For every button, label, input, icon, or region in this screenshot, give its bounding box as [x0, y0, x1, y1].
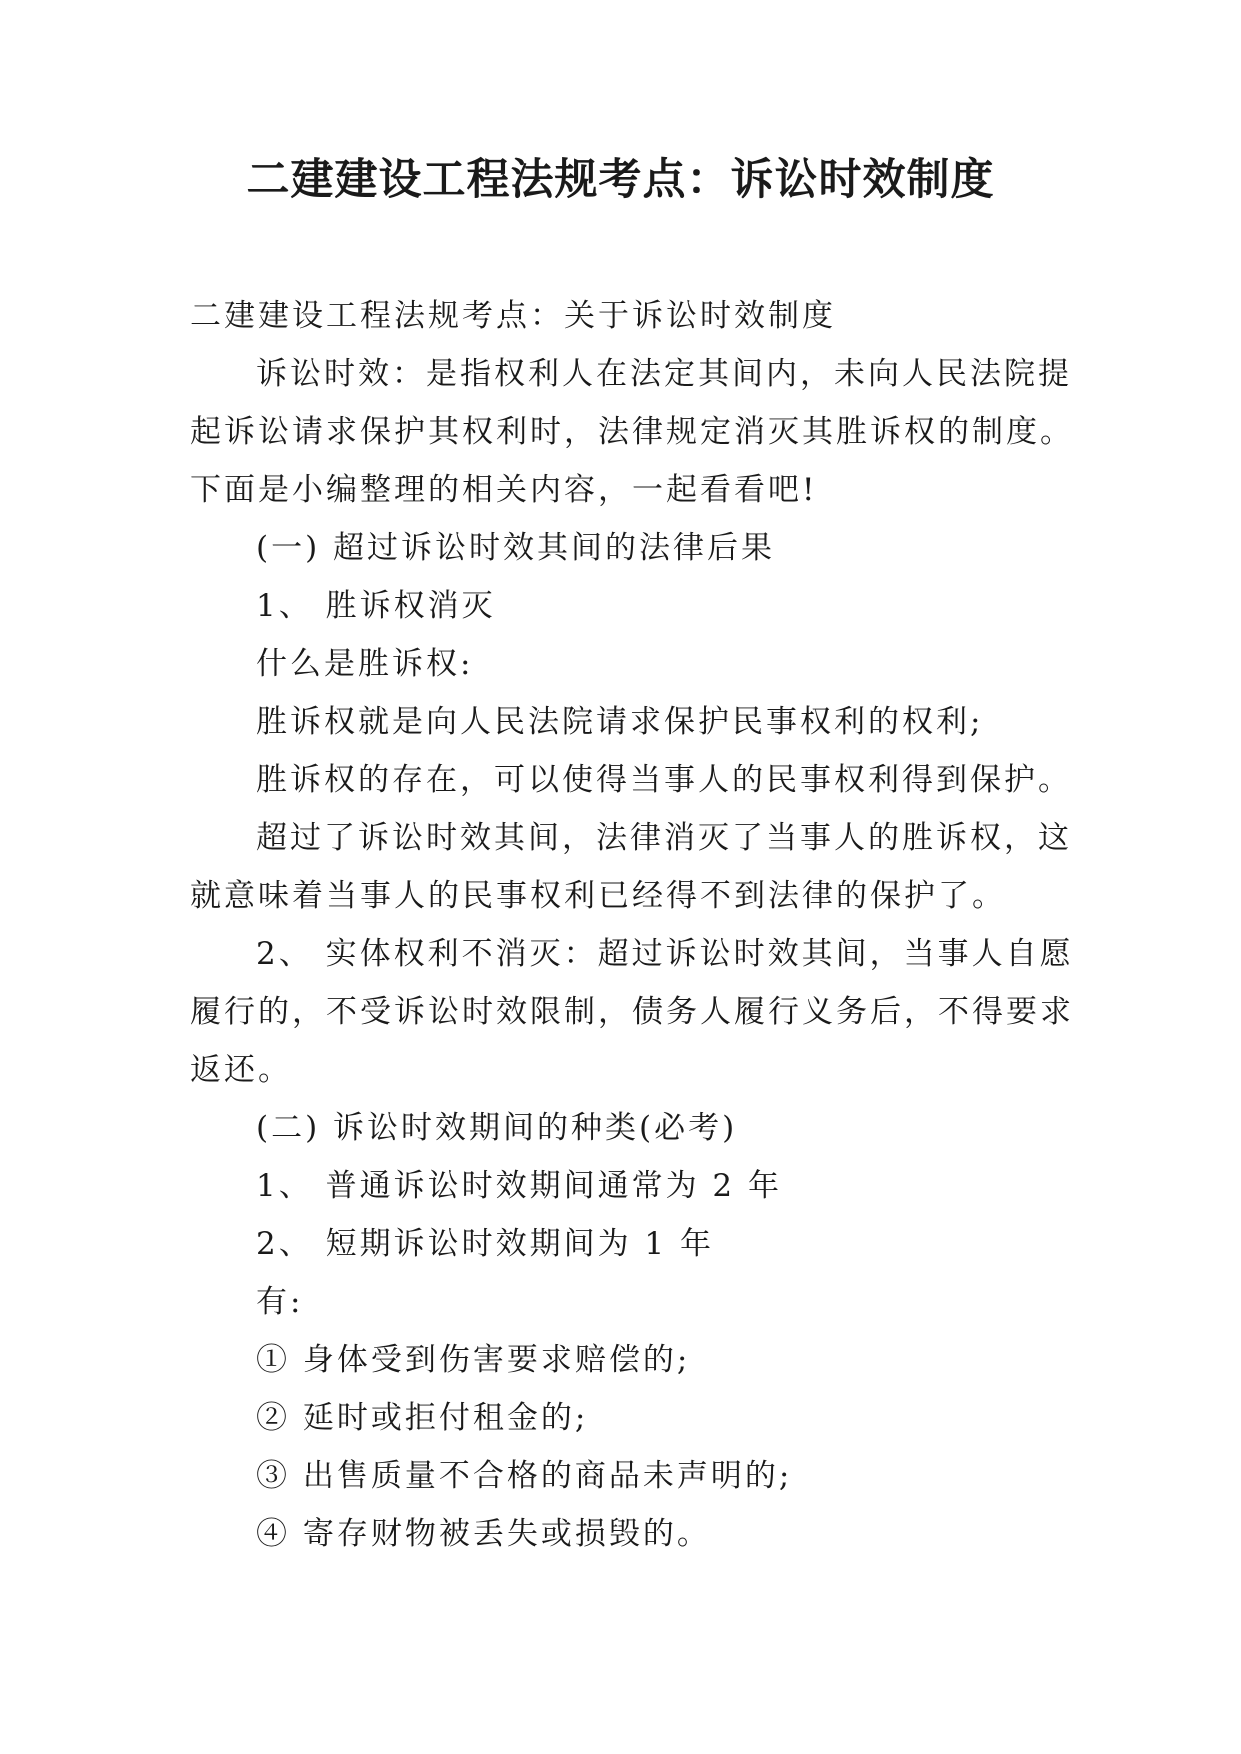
document-title: 二建建设工程法规考点：诉讼时效制度 [246, 155, 995, 205]
text-line: (二) 诉讼时效期间的种类(必考) [256, 1110, 738, 1146]
text-line: 2、 实体权利不消灭：超过诉讼时效其间，当事人自愿 [256, 936, 1074, 972]
text-line: 起诉讼请求保护其权利时，法律规定消灭其胜诉权的制度。 [190, 414, 1074, 450]
text-line: 下面是小编整理的相关内容，一起看看吧! [190, 472, 818, 508]
text-line: 诉讼时效：是指权利人在法定其间内，未向人民法院提 [256, 356, 1072, 392]
text-line: 有: [256, 1284, 304, 1320]
text-line: 超过了诉讼时效其间，法律消灭了当事人的胜诉权，这 [256, 820, 1072, 856]
text-line: ④ 寄存财物被丢失或损毁的。 [256, 1516, 711, 1552]
text-line: 2、 短期诉讼时效期间为 1 年 [256, 1226, 715, 1262]
text-line: 1、 胜诉权消灭 [256, 588, 496, 624]
text-line: ③ 出售质量不合格的商品未声明的; [256, 1458, 793, 1494]
text-line: 二建建设工程法规考点：关于诉讼时效制度 [190, 298, 836, 334]
text-line: 1、 普通诉讼时效期间通常为 2 年 [256, 1168, 783, 1204]
text-line: 返还。 [190, 1052, 292, 1088]
text-line: 什么是胜诉权: [256, 646, 474, 682]
text-line: 就意味着当事人的民事权利已经得不到法律的保护了。 [190, 878, 1006, 914]
text-line: 胜诉权的存在，可以使得当事人的民事权利得到保护。 [256, 762, 1072, 798]
document-body [190, 287, 1074, 1563]
text-line: 履行的，不受诉讼时效限制，债务人履行义务后，不得要求 [190, 994, 1074, 1030]
text-line: ① 身体受到伤害要求赔偿的; [256, 1342, 691, 1378]
text-line: ② 延时或拒付租金的; [256, 1400, 589, 1436]
text-line: (一) 超过诉讼时效其间的法律后果 [256, 530, 776, 566]
text-line: 胜诉权就是向人民法院请求保护民事权利的权利; [256, 704, 984, 740]
